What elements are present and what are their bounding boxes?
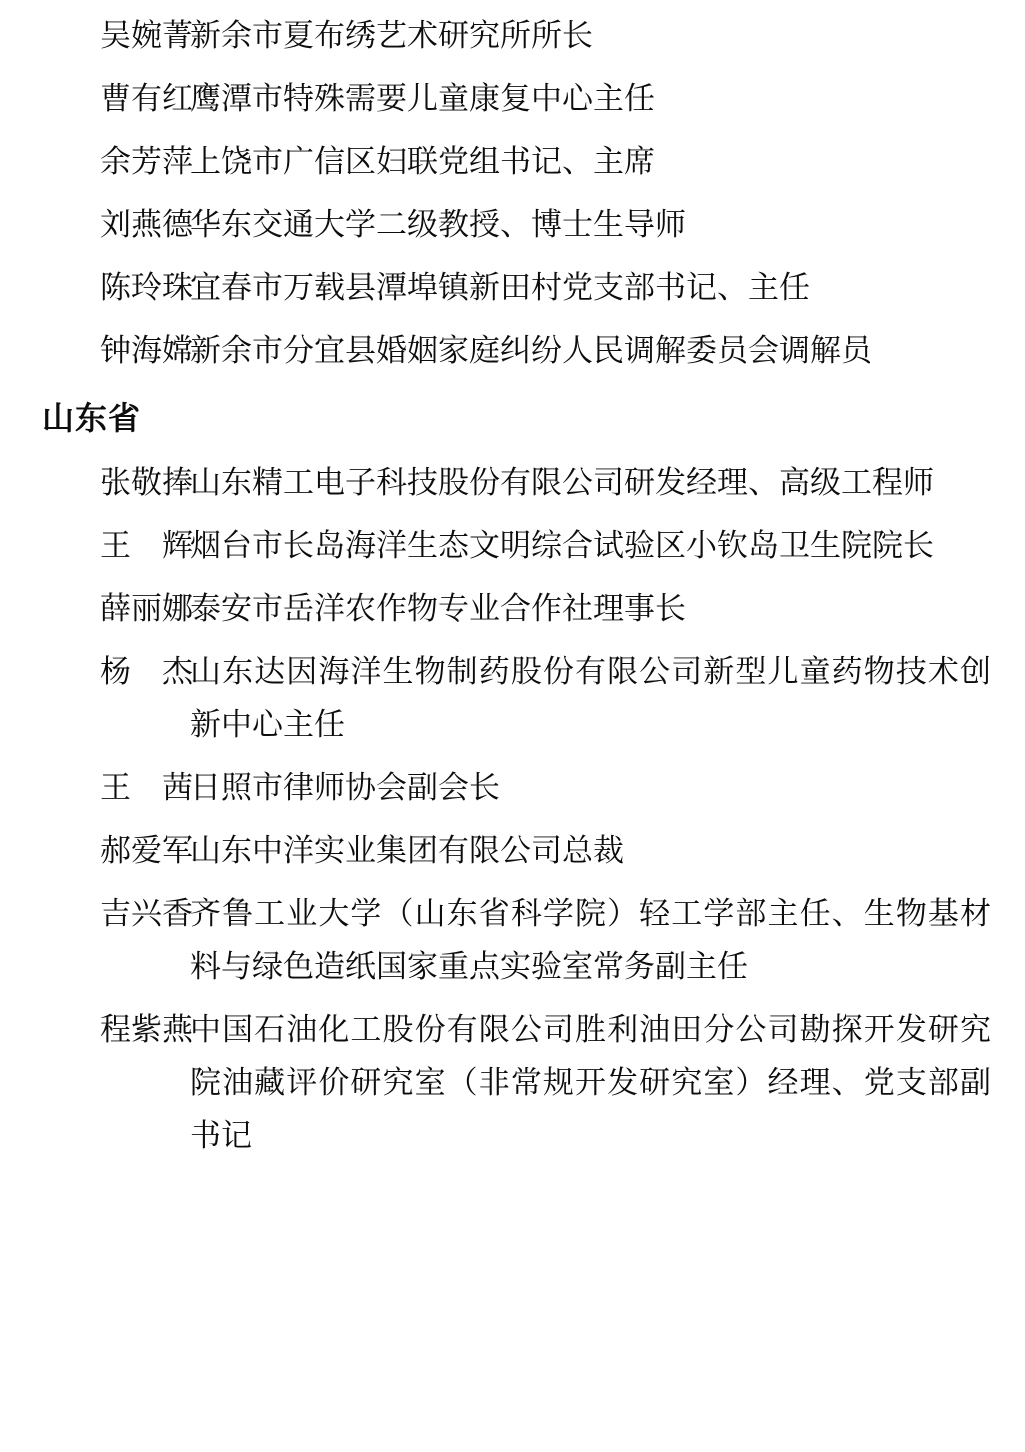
list-item [22, 583, 997, 636]
entry-description: 上饶市广信区妇联党组书记、主席 [190, 144, 655, 180]
list-item [22, 520, 997, 573]
entry-description: 齐鲁工业大学（山东省科学院）轻工学部主任、生物基材料与绿色造纸国家重点实验室常务副主任 [190, 896, 991, 985]
entry-description: 山东精工电子科技股份有限公司研发经理、高级工程师 [190, 465, 934, 501]
entry-name: 吴婉菁 [100, 18, 193, 54]
entry-description: 中国石油化工股份有限公司胜利油田分公司勘探开发研究院油藏评价研究室（非常规开发研究室）经理、党支部副书记 [190, 1012, 991, 1154]
entry-name: 余芳萍 [100, 144, 193, 180]
entry-name: 薛丽娜 [100, 591, 193, 627]
entry-name: 郝爱军 [100, 833, 193, 869]
entry-name: 程紫燕 [100, 1012, 193, 1048]
entry-description: 新余市分宜县婚姻家庭纠纷人民调解委员会调解员 [190, 333, 872, 369]
entry-description: 日照市律师协会副会长 [190, 770, 500, 806]
section-heading: 山东省 [42, 399, 142, 437]
list-item [22, 888, 997, 994]
entry-description: 华东交通大学二级教授、博士生导师 [190, 207, 686, 243]
entry-name: 王 辉 [100, 528, 193, 564]
list-item [22, 136, 997, 189]
list-item [22, 762, 997, 815]
entry-name: 王 茜 [100, 770, 193, 806]
list-item [22, 646, 997, 752]
list-item [22, 10, 997, 63]
entry-name: 张敬捧 [100, 465, 193, 501]
list-item [22, 825, 997, 878]
list-item [22, 199, 997, 252]
list-item [22, 1004, 997, 1163]
entry-description: 山东达因海洋生物制药股份有限公司新型儿童药物技术创新中心主任 [190, 654, 991, 743]
entry-description: 泰安市岳洋农作物专业合作社理事长 [190, 591, 686, 627]
entry-name: 陈玲珠 [100, 270, 193, 306]
entry-name: 刘燕德 [100, 207, 193, 243]
entry-description: 新余市夏布绣艺术研究所所长 [190, 18, 593, 54]
list-item [22, 262, 997, 315]
list-item [22, 325, 997, 378]
entry-name: 吉兴香 [100, 896, 193, 932]
list-item [22, 73, 997, 126]
entry-name: 曹有红 [100, 81, 193, 117]
list-item [22, 457, 997, 510]
entry-description: 宜春市万载县潭埠镇新田村党支部书记、主任 [190, 270, 810, 306]
entry-description: 山东中洋实业集团有限公司总裁 [190, 833, 624, 869]
entry-description: 烟台市长岛海洋生态文明综合试验区小钦岛卫生院院长 [190, 528, 934, 564]
entry-description: 鹰潭市特殊需要儿童康复中心主任 [190, 81, 655, 117]
entry-name: 钟海嫦 [100, 333, 193, 369]
entry-list [22, 10, 997, 1163]
entry-name: 杨 杰 [100, 654, 193, 690]
